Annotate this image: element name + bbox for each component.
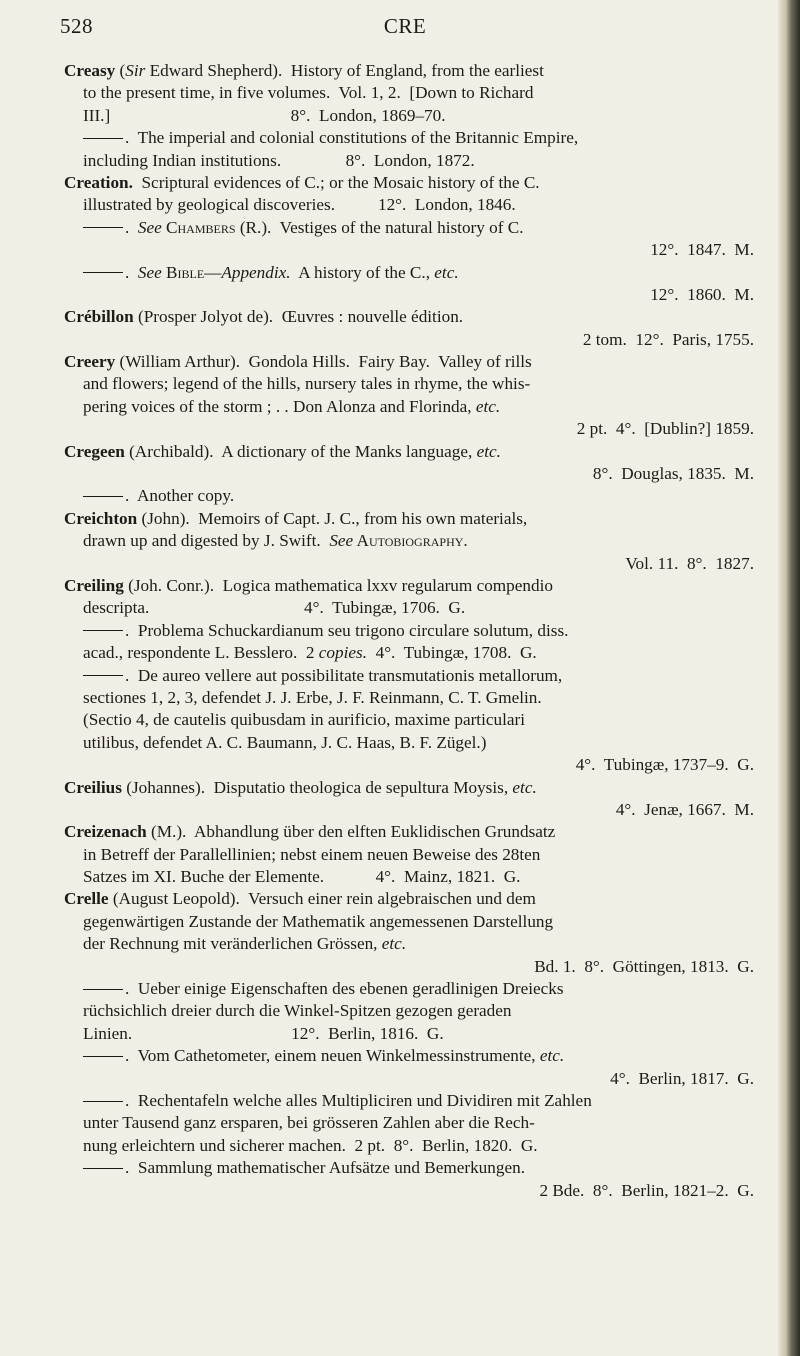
ditto-dash — [83, 138, 123, 139]
entry-line — [64, 597, 754, 619]
entry-line — [64, 329, 754, 351]
entry-line — [64, 620, 754, 642]
entry-line — [64, 933, 754, 955]
entry-text: (M.). Abhandlung über den elften Euklidischen Grundsatz — [146, 822, 556, 842]
entry-line — [64, 262, 754, 284]
entry-heading-line — [64, 441, 754, 463]
entry-text: . — [125, 262, 138, 282]
entry-line — [64, 732, 754, 754]
entry-italic: etc. — [539, 1046, 565, 1066]
entry-text: ( — [115, 61, 126, 80]
entry-text: and flowers; legend of the hills, nursery tales in rhyme, the whis- — [83, 374, 531, 394]
entry-text: . Vom Cathetometer, einem neuen Winkelmessinstrumente, — [125, 1046, 540, 1066]
entry-headword: Creasy — [64, 61, 116, 80]
entry-text: in Betreff der Parallellinien; nebst einem neuen Beweise des 28ten — [83, 844, 541, 864]
entry-line — [64, 105, 754, 127]
entry-text: unter Tausend ganz ersparen, bei grösseren Zahlen aber die Rech- — [83, 1113, 535, 1133]
entry-line — [64, 1112, 754, 1134]
entry-text: rüchsichlich dreier durch die Winkel-Spitzen gezogen geraden — [83, 1001, 512, 1021]
ditto-dash — [83, 630, 123, 631]
entry-text: (R.). Vestiges of the natural history of C. — [235, 217, 524, 237]
entry-line — [64, 127, 754, 149]
entry-text: gegenwärtigen Zustande der Mathematik angemessenen Darstellung — [83, 911, 554, 931]
entry-line — [64, 1180, 754, 1202]
ditto-dash — [83, 272, 123, 273]
entry-heading-line — [64, 821, 754, 843]
entry-text: (Sectio 4, de cautelis quibusdam in aurificio, maxime particulari — [83, 710, 525, 730]
entry-line — [64, 217, 754, 239]
entry-text: 2 pt. 4°. [Dublin?] 1859. — [576, 419, 754, 439]
ditto-dash — [83, 496, 123, 497]
entry-text: to the present time, in five volumes. Vol. 1, 2. [Down to Richard — [83, 83, 534, 103]
running-head: CRE — [383, 14, 427, 38]
entry-text: (Johannes). Disputatio theologica de sepultura Moysis, — [121, 777, 513, 797]
entry-headword: Cregeen — [64, 441, 125, 461]
entry-heading-line — [64, 777, 754, 799]
entry-text: der Rechnung mit veränderlichen Grössen, — [83, 934, 382, 954]
entry-heading-line — [64, 60, 754, 82]
entry-text: pering voices of the storm ; . . Don Alonza and Florinda, — [83, 396, 476, 416]
entry-text: III.] 8°. London, 1869–70. — [83, 105, 446, 125]
ditto-dash — [83, 1168, 123, 1169]
entry-text: utilibus, defendet A. C. Baumann, J. C. Haas, B. F. Zügel.) — [83, 732, 487, 752]
entry-smallcaps: Bible — [161, 262, 205, 282]
entry-italic: See — [137, 262, 162, 282]
entry-text: . Another copy. — [125, 486, 235, 506]
ditto-dash — [83, 1101, 123, 1102]
entry-text: sectiones 1, 2, 3, defendet J. J. Erbe, J. F. Reinmann, C. T. Gmelin. — [83, 687, 542, 707]
entry-line — [64, 485, 754, 507]
entry-text: . Sammlung mathematischer Aufsätze und Bemerkungen. — [125, 1158, 525, 1178]
entry-line — [64, 239, 754, 261]
catalogue-entries — [64, 60, 754, 1202]
entry-text: Linien. 12°. Berlin, 1816. G. — [83, 1023, 444, 1043]
entry-text: 4°. Jenæ, 1667. M. — [615, 799, 754, 819]
entry-line — [64, 709, 754, 731]
entry-text: descripta. 4°. Tubingæ, 1706. G. — [83, 598, 466, 618]
entry-text: 2 tom. 12°. Paris, 1755. — [582, 329, 754, 349]
entry-italic: etc. — [476, 441, 501, 461]
entry-italic: etc. — [381, 934, 407, 954]
entry-text: (Joh. Conr.). Logica mathematica lxxv regularum compendio — [123, 575, 553, 595]
entry-line — [64, 284, 754, 306]
entry-line — [64, 194, 754, 216]
entry-line — [64, 799, 754, 821]
entry-headword: Creiling — [64, 575, 124, 595]
page-number: 528 — [60, 14, 93, 38]
entry-text: 12°. 1860. M. — [650, 284, 754, 304]
entry-italic: See — [329, 531, 354, 551]
entry-text: including Indian institutions. 8°. London, 1872. — [83, 150, 475, 170]
entry-line — [64, 396, 754, 418]
entry-italic: See — [137, 217, 162, 237]
entry-line — [64, 1135, 754, 1157]
entry-text: (William Arthur). Gondola Hills. Fairy Bay. Valley of rills — [115, 352, 532, 372]
ditto-dash — [83, 989, 123, 990]
entry-line — [64, 1068, 754, 1090]
entry-line — [64, 642, 754, 664]
entry-headword: Creizenach — [64, 822, 147, 842]
entry-line — [64, 754, 754, 776]
entry-line — [64, 553, 754, 575]
entry-text: nung erleichtern und sicherer machen. 2 pt. 8°. Berlin, 1820. G. — [83, 1135, 538, 1155]
entry-italic: etc. — [475, 396, 501, 416]
entry-headword: Creichton — [64, 508, 138, 528]
entry-text: . The imperial and colonial constitutions of the Britannic Empire, — [125, 128, 579, 148]
entry-text: acad., respondente L. Besslero. 2 — [83, 643, 319, 663]
entry-text: A history of the C., — [290, 262, 435, 282]
entry-heading-line — [64, 172, 754, 194]
entry-italic: etc. — [434, 262, 459, 282]
entry-text: (Prosper Jolyot de). Œuvres : nouvelle édition. — [133, 307, 464, 327]
entry-text: . Rechentafeln welche alles Multipliciren und Dividiren mit Zahlen — [125, 1090, 592, 1110]
entry-text: drawn up and digested by J. Swift. — [83, 531, 330, 551]
entry-text: . Ueber einige Eigenschaften des ebenen geradlinigen Dreiecks — [125, 979, 564, 999]
entry-text: 12°. 1847. M. — [650, 240, 754, 260]
entry-line — [64, 150, 754, 172]
entry-italic: copies. — [318, 643, 367, 663]
entry-italic: Sir — [125, 61, 146, 80]
entry-line — [64, 418, 754, 440]
entry-text: 4°. Tubingæ, 1737–9. G. — [575, 755, 754, 775]
entry-line — [64, 1045, 754, 1067]
entry-text: 4°. Berlin, 1817. G. — [610, 1068, 754, 1088]
entry-text: . De aureo vellere aut possibilitate transmutationis metallorum, — [125, 665, 563, 685]
page-header — [60, 14, 750, 44]
entry-text: illustrated by geological discoveries. 12°. London, 1846. — [83, 195, 516, 215]
entry-heading-line — [64, 508, 754, 530]
page-edge-shadow — [778, 0, 800, 1356]
entry-headword: Creilius — [64, 777, 122, 797]
ditto-dash — [83, 1056, 123, 1057]
entry-line — [64, 463, 754, 485]
entry-text: 4°. Tubingæ, 1708. G. — [367, 643, 537, 663]
ditto-dash — [83, 675, 123, 676]
entry-line — [64, 1000, 754, 1022]
entry-line — [64, 82, 754, 104]
entry-line — [64, 844, 754, 866]
entry-italic: Appendix. — [221, 262, 291, 282]
entry-line — [64, 687, 754, 709]
entry-heading-line — [64, 351, 754, 373]
entry-text: (John). Memoirs of Capt. J. C., from his own materials, — [137, 508, 528, 528]
entry-line — [64, 956, 754, 978]
entry-smallcaps: Autobiography. — [353, 531, 468, 551]
entry-line — [64, 866, 754, 888]
entry-text: Edward Shepherd). History of England, from the earliest — [145, 61, 544, 80]
entry-line — [64, 1090, 754, 1112]
entry-line — [64, 530, 754, 552]
entry-headword: Creery — [64, 352, 116, 372]
entry-headword: Creation. — [64, 172, 133, 192]
entry-text: Bd. 1. 8°. Göttingen, 1813. G. — [534, 956, 754, 976]
entry-headword: Crébillon — [64, 307, 134, 327]
entry-line — [64, 1023, 754, 1045]
entry-line — [64, 1157, 754, 1179]
entry-italic: etc. — [512, 777, 537, 797]
entry-line — [64, 911, 754, 933]
ditto-dash — [83, 227, 123, 228]
entry-headword: Crelle — [64, 889, 109, 909]
entry-smallcaps: Chambers — [161, 217, 236, 237]
entry-text: . Problema Schuckardianum seu trigono circulare solutum, diss. — [125, 620, 569, 640]
entry-heading-line — [64, 888, 754, 910]
entry-text: 8°. Douglas, 1835. M. — [592, 464, 754, 484]
entry-text: . — [125, 217, 138, 237]
entry-heading-line — [64, 575, 754, 597]
entry-line — [64, 665, 754, 687]
entry-text: (Archibald). A dictionary of the Manks language, — [124, 441, 477, 461]
entry-heading-line — [64, 306, 754, 328]
entry-text: Satzes im XI. Buche der Elemente. 4°. Mainz, 1821. G. — [83, 867, 521, 887]
entry-line — [64, 373, 754, 395]
entry-text: — — [204, 262, 222, 282]
entry-text: (August Leopold). Versuch einer rein algebraischen und dem — [108, 889, 536, 909]
entry-text: Scriptural evidences of C.; or the Mosaic history of the C. — [132, 172, 540, 192]
entry-text: 2 Bde. 8°. Berlin, 1821–2. G. — [539, 1180, 754, 1200]
entry-line — [64, 978, 754, 1000]
entry-text: Vol. 11. 8°. 1827. — [625, 553, 754, 573]
